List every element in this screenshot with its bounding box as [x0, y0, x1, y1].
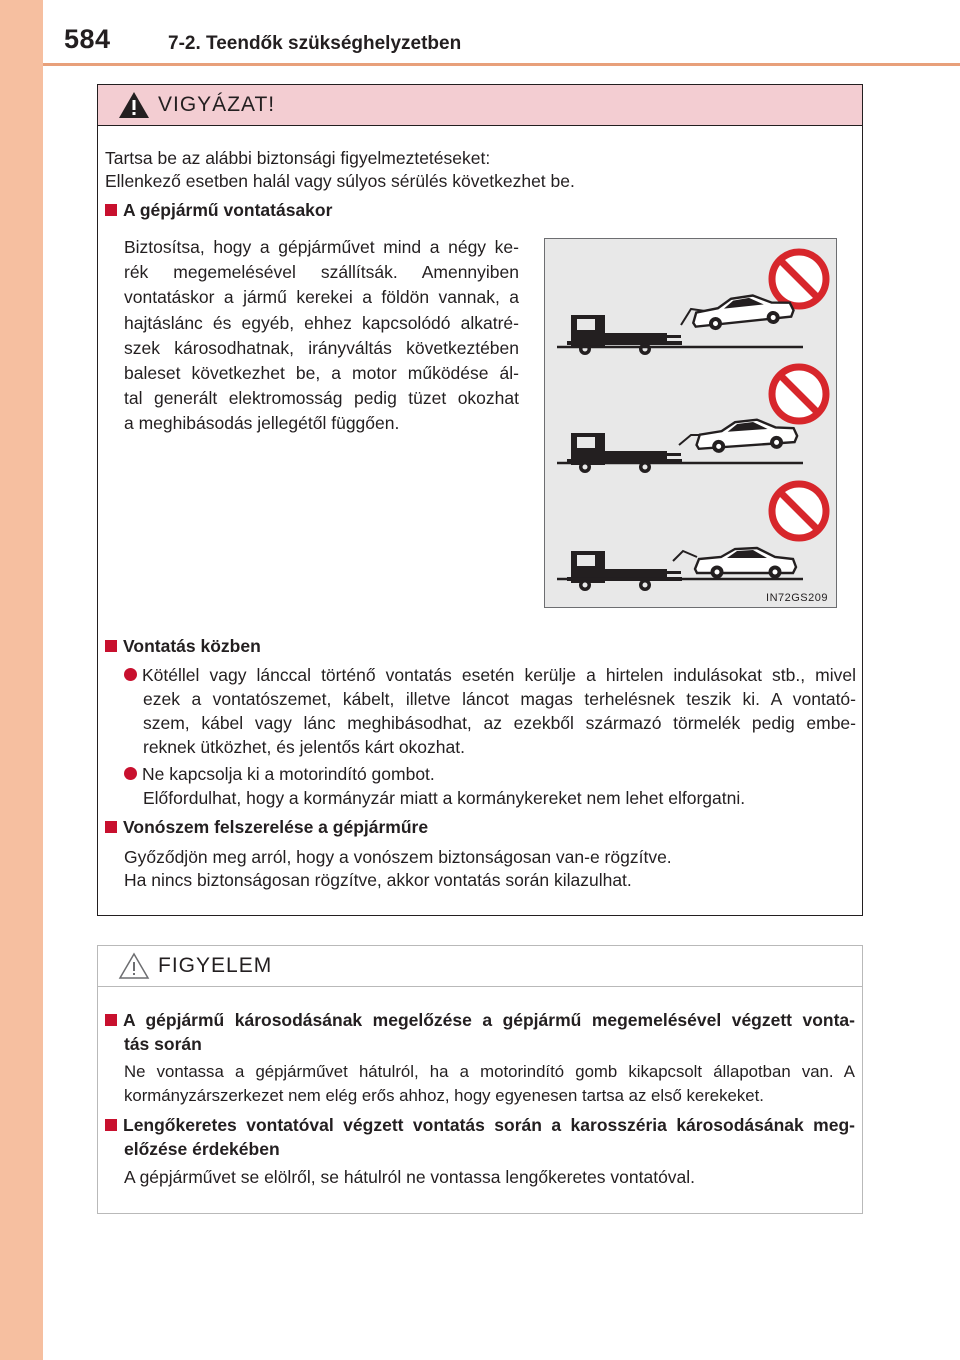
round-bullet — [124, 668, 137, 681]
prohibition-icon — [772, 484, 826, 538]
warning-title: VIGYÁZAT! — [158, 93, 276, 116]
towing-body-line: rék megemelésével szállítsák. Amennyiben — [124, 262, 519, 283]
towing-illustration — [544, 238, 837, 608]
warning-intro-line-1: Tartsa be az alábbi biztonsági figyelmeztetéseket: — [105, 148, 491, 168]
towing-body-line: hajtáslánc és egyéb, ehhez kapcsolódó alkatré- — [124, 312, 519, 333]
during-bullet-1-line: reknek ütközhet, és jelentős kárt okozhat. — [143, 737, 465, 757]
towing-eye-body-line-1: Győződjön meg arról, hogy a vonószem biztonságosan van-e rögzítve. — [124, 847, 672, 867]
towing-eye-heading — [105, 815, 428, 839]
during-bullet-2-line: Előfordulhat, hogy a kormányzár miatt a kormánykereket nem lehet elforgatni. — [143, 788, 746, 808]
section-title: 7-2. Teendők szükséghelyzetben — [168, 33, 462, 54]
car-icon — [695, 548, 796, 579]
towing-body-line: baleset következhet be, a motor működése ál- — [124, 363, 519, 384]
notice-item-2-heading — [105, 1113, 855, 1161]
notice-title: FIGYELEM — [158, 954, 273, 977]
towing-body — [124, 235, 519, 437]
illustration-code: IN72GS209 — [766, 592, 828, 604]
section-square-bullet — [105, 640, 117, 652]
towing-heading-text: A gépjármű vontatásakor — [123, 200, 333, 220]
warning-intro-line-2: Ellenkező esetben halál vagy súlyos sérülés következhet be. — [105, 171, 575, 191]
notice-item-1-heading — [105, 1008, 855, 1056]
towing-heading — [105, 198, 332, 222]
prohibition-icon — [772, 367, 826, 421]
during-bullet-2-line: Ne kapcsolja ki a motorindító gombot. — [142, 764, 435, 784]
towing-illustration-drawing — [545, 239, 836, 607]
notice-item-2-heading-line: előzése érdekében — [124, 1139, 280, 1159]
towing-body-line: Biztosítsa, hogy a gépjárművet mind a négy ke- — [124, 237, 519, 257]
tow-truck-icon — [567, 551, 682, 591]
towing-body-line: szek károsodhatnak, irányváltás következtében — [124, 337, 519, 358]
notice-item-2-body: A gépjárművet se elölről, se hátulról ne vontassa lengőkeretes vontatóval. — [124, 1167, 696, 1187]
warning-triangle-icon — [118, 91, 150, 119]
during-towing-heading-text: Vontatás közben — [123, 636, 261, 656]
section-square-bullet — [105, 1014, 117, 1026]
during-bullet-1-line: ezek a vontatószemet, kábelt, illetve láncot magas terhelésnek teszik ki. A vontató- — [143, 689, 856, 709]
notice-item-1-body-line: kormányzárszerkezet nem elég erős ahhoz, hogy egyenesen tartsa az első kerekeket. — [124, 1086, 764, 1105]
during-bullet-1-line: Kötéllel vagy lánccal történő vontatás esetén kerülje a hirtelen indulásokat stb., mivel — [142, 665, 856, 685]
page-number: 584 — [64, 24, 111, 54]
during-towing-heading — [105, 634, 261, 658]
towing-eye-body-line-2: Ha nincs biztonságosan rögzítve, akkor vontatás során kilazulhat. — [124, 870, 632, 890]
towing-body-line: vontatáskor a jármű kerekei a földön vannak, a — [124, 287, 519, 308]
towing-body-line: tal generált elektromosság pedig tüzet okozhat — [124, 388, 519, 409]
notice-header — [98, 946, 862, 987]
notice-item-2-heading-line: Lengőkeretes vontatóval végzett vontatás során a karosszéria károsodásának meg- — [123, 1115, 855, 1135]
header-rule — [43, 63, 960, 66]
notice-item-1-heading-line: A gépjármű károsodásának megelőzése a gépjármű megemelésével végzett vonta- — [123, 1010, 855, 1030]
towing-body-line: a meghibásodás jellegétől függően. — [124, 413, 400, 434]
round-bullet — [124, 767, 137, 780]
notice-item-1-body-line: Ne vontassa a gépjárművet hátulról, ha a motorindító gomb kikapcsolt állapotban van. A — [124, 1062, 855, 1081]
tow-truck-icon — [567, 315, 682, 355]
page-side-tab — [0, 0, 43, 1360]
section-square-bullet — [105, 821, 117, 833]
during-bullet-2 — [124, 762, 856, 810]
tow-truck-icon — [567, 433, 682, 473]
notice-item-1-heading-line: tás során — [124, 1034, 202, 1054]
section-square-bullet — [105, 1119, 117, 1131]
during-bullet-1-line: szem, kábel vagy lánc meghibásodhat, az ezekből származó törmelék pedig embe- — [143, 713, 856, 733]
warning-header — [98, 85, 862, 126]
prohibition-icon — [772, 252, 826, 306]
during-bullet-1 — [124, 663, 856, 759]
towing-eye-heading-text: Vonószem felszerelése a gépjárműre — [123, 817, 429, 837]
notice-triangle-icon — [118, 952, 150, 980]
section-square-bullet — [105, 204, 117, 216]
lifted-car-icon — [695, 417, 798, 454]
notice-item-1-body — [124, 1060, 855, 1108]
